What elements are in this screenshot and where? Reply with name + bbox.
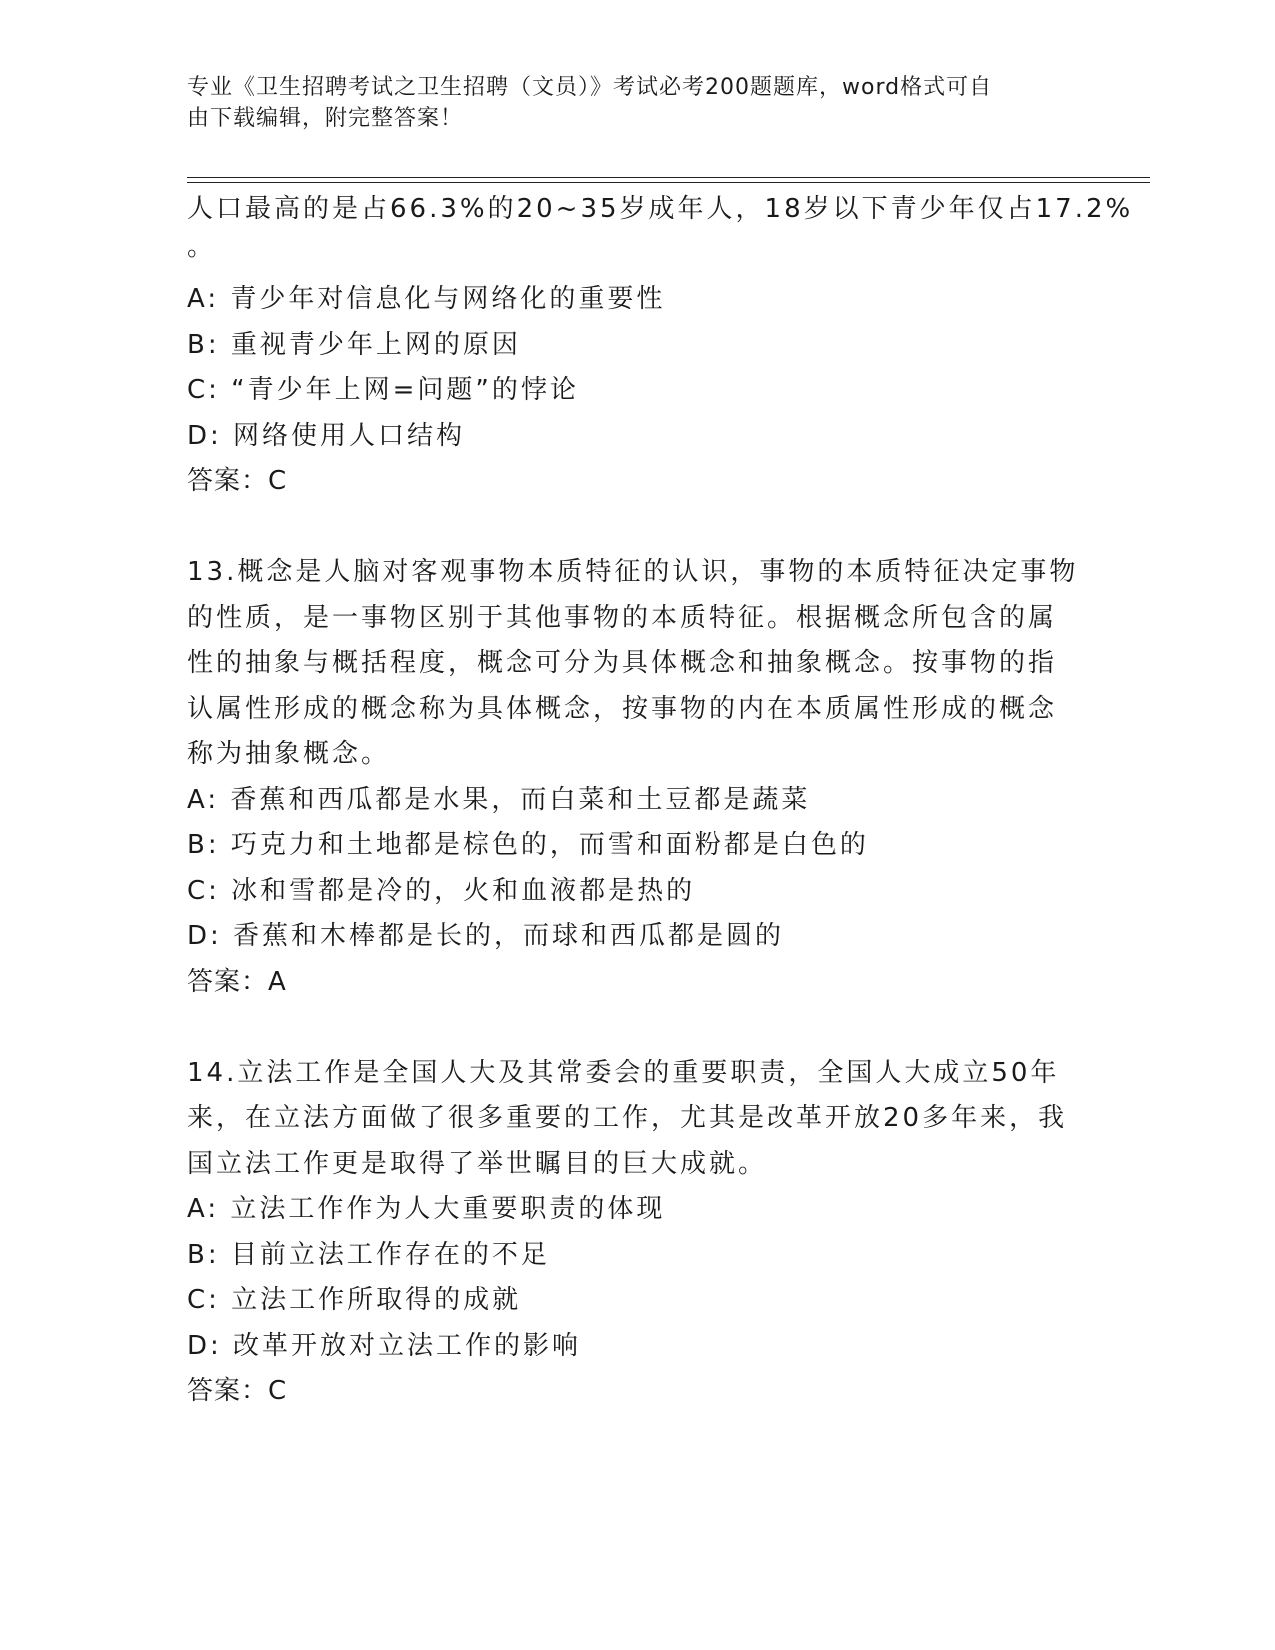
option-d: D: 改革开放对立法工作的影响 [187, 1330, 582, 1361]
header-line-2: 由下载编辑，附完整答案！ [187, 106, 464, 131]
answer-line: 答案：A [187, 966, 287, 997]
question-text-line: 13.概念是人脑对客观事物本质特征的认识，事物的本质特征决定事物 [187, 557, 1079, 587]
option-d: D: 香蕉和木棒都是长的，而球和西瓜都是圆的 [187, 921, 785, 951]
option-a: A: 香蕉和西瓜都是水果，而白菜和土豆都是蔬菜 [187, 784, 811, 815]
question-text-line: 。 [187, 232, 217, 262]
document-body [187, 187, 1134, 1415]
question-text-line: 14.立法工作是全国人大及其常委会的重要职责，全国人大成立50年 [187, 1057, 1060, 1088]
option-c: C: “青少年上网=问题”的悖论 [187, 375, 579, 405]
question-text-line: 国立法工作更是取得了举世瞩目的巨大成就。 [187, 1148, 768, 1179]
question-13 [187, 550, 1087, 1005]
option-c: C: 冰和雪都是冷的，火和血液都是热的 [187, 875, 696, 906]
option-d: D: 网络使用人口结构 [187, 420, 466, 451]
option-b: B: 重视青少年上网的原因 [187, 329, 521, 360]
question-text-line: 称为抽象概念。 [187, 739, 391, 769]
document-header [187, 72, 1087, 134]
option-b: B: 目前立法工作存在的不足 [187, 1239, 550, 1270]
option-c: C: 立法工作所取得的成就 [187, 1285, 522, 1315]
answer-line: 答案：C [187, 1376, 288, 1406]
question-14 [187, 1051, 1087, 1415]
question-text-line: 人口最高的是占66.3%的20~35岁成年人，18岁以下青少年仅占17.2% [187, 194, 1134, 224]
option-b: B: 巧克力和土地都是棕色的，而雪和面粉都是白色的 [187, 830, 869, 860]
header-divider-top [187, 177, 1150, 178]
question-continuation [187, 187, 1134, 505]
question-text-line: 的性质，是一事物区别于其他事物的本质特征。根据概念所包含的属 [187, 602, 1058, 633]
question-text-line: 性的抽象与概括程度，概念可分为具体概念和抽象概念。按事物的指 [187, 648, 1058, 678]
header-divider-bottom [187, 182, 1150, 183]
header-line-1: 专业《卫生招聘考试之卫生招聘（文员）》考试必考200题题库，word格式可自 [187, 75, 993, 100]
answer-line: 答案：C [187, 466, 288, 496]
question-text-line: 认属性形成的概念称为具体概念，按事物的内在本质属性形成的概念 [187, 693, 1058, 724]
question-text-line: 来，在立法方面做了很多重要的工作，尤其是改革开放20多年来，我 [187, 1103, 1068, 1133]
option-a: A: 立法工作作为人大重要职责的体现 [187, 1194, 666, 1224]
option-a: A: 青少年对信息化与网络化的重要性 [187, 284, 666, 314]
